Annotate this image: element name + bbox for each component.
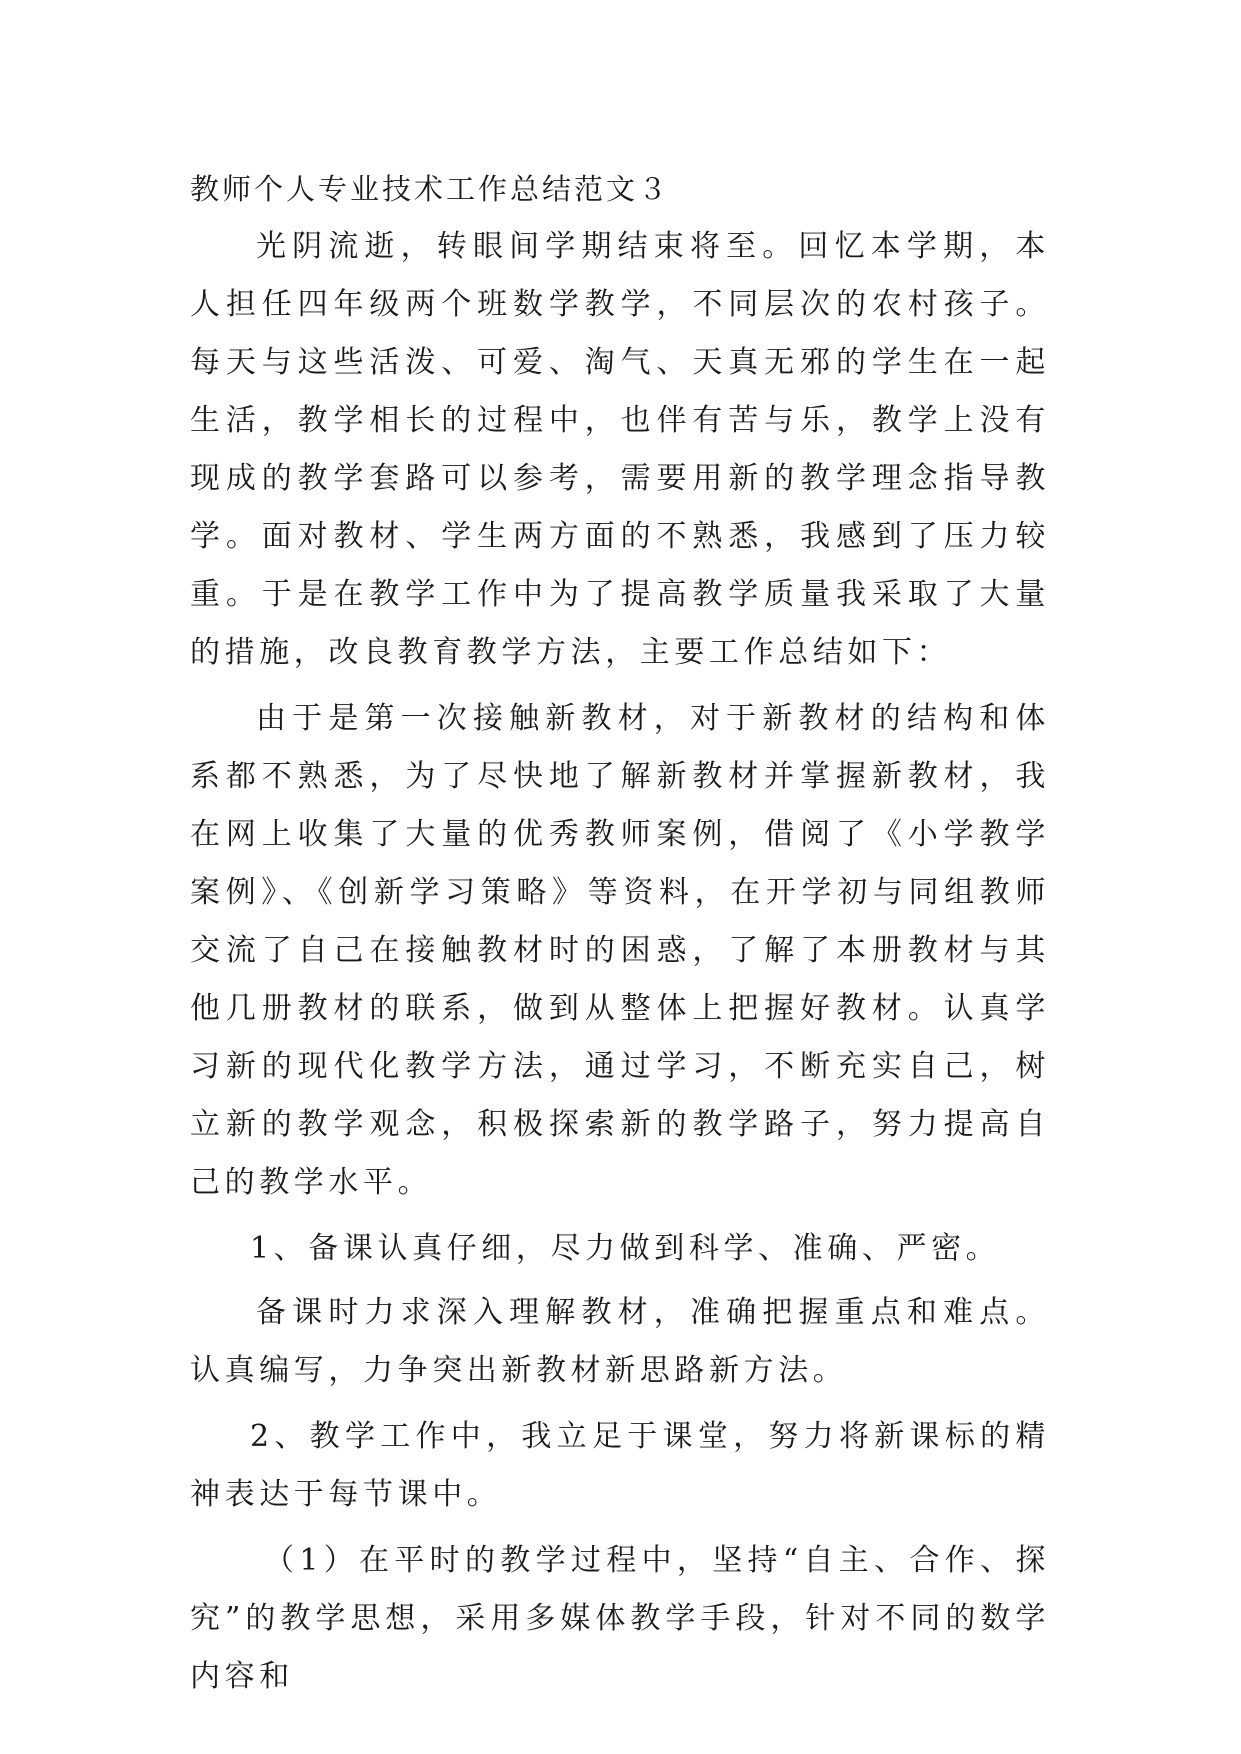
paragraph-item-1: 1、备课认真仔细，尽力做到科学、准确、严密。 xyxy=(250,1231,1001,1266)
paragraph-intro: 光阴流逝，转眼间学期结束将至。回忆本学期，本人担任四年级两个班数学教学，不同层次的农村孩子。每天与这些活泼、可爱、淘气、天真无邪的学生在一起生活，教学相长的过程中，也伴有苦与乐，教学上没有现成的教学套路可以参考，需要用新的教学理念指导教学。面对教材、学生两方面的不熟悉，我感到了压力较重。于是在教学工作中为了提高教学质量我采取了大量的措施，改良教育教学方法，主要工作总结如下： xyxy=(190,229,1050,670)
paragraph-item-2: 2、教学工作中，我立足于课堂，努力将新课标的精神表达于每节课中。 xyxy=(190,1419,1050,1512)
document-page xyxy=(190,160,1050,1714)
document-title: 教师个人专业技术工作总结范文３ xyxy=(190,172,671,206)
paragraph-sub-item-1: （1）在平时的教学过程中，坚持“自主、合作、探究”的教学思想，采用多媒体教学手段，针对不同的数学内容和 xyxy=(190,1543,1050,1694)
paragraph-new-textbook: 由于是第一次接触新教材，对于新教材的结构和体系都不熟悉，为了尽快地了解新教材并掌握新教材，我在网上收集了大量的优秀教师案例，借阅了《小学教学案例》、《创新学习策略》等资料，在开学初与同组教师交流了自己在接触教材时的困惑，了解了本册教材与其他几册教材的联系，做到从整体上把握好教材。认真学习新的现代化教学方法，通过学习，不断充实自己，树立新的教学观念，积极探索新的教学路子，努力提高自己的教学水平。 xyxy=(190,701,1050,1200)
paragraph-lesson-prep: 备课时力求深入理解教材，准确把握重点和难点。认真编写，力争突出新教材新思路新方法。 xyxy=(190,1295,1050,1388)
